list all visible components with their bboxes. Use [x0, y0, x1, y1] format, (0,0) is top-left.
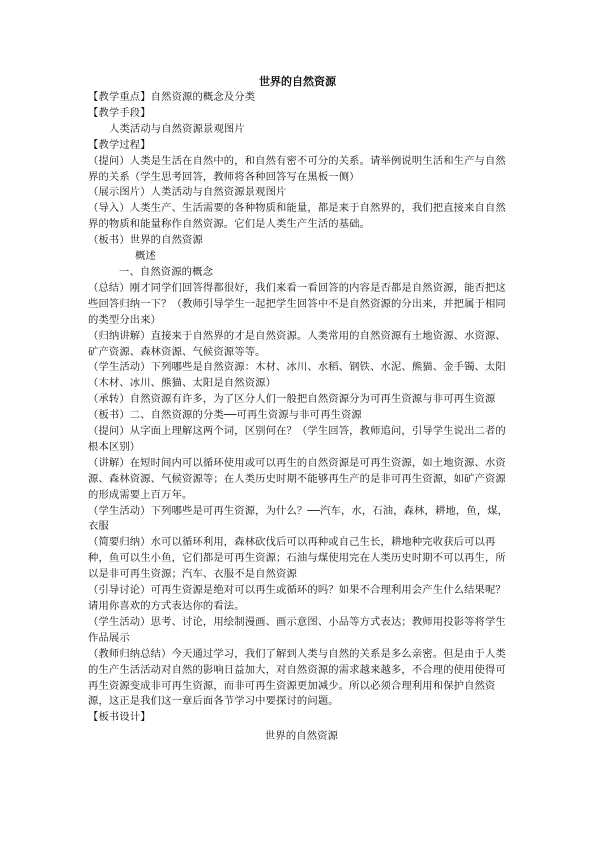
paragraph-student-activity-2: （学生活动）下列哪些是可再生资源，为什么？──汽车，水，石油，森林，耕地，鱼，煤，衣服: [88, 504, 509, 533]
subheading-overview: 概述: [135, 250, 156, 263]
paragraph-induction: （归纳讲解）直接来于自然界的才是自然资源。人类常用的自然资源有土地资源、水资源、 矿产资源、森林资源、气候资源等等。: [88, 329, 522, 358]
paragraph-teacher-conclusion: （教师归纳总结）今天通过学习，我们了解到人类与自然的关系是多么亲密。但是由于人类的生产生活活动对自然的影响日益加大，对自然资源的需求越来越多，不合理的使用使得可再生资源变成非可再生资源，而非可再生资源更加减少。所以必须合理利用和保护自然资源，这正是我们这一章后面各节学习中要探讨的问题。: [88, 647, 506, 708]
paragraph-question: （提问）人类是生活在自然中的，和自然有密不可分的关系。请举例说明生活和生产与自然界的关系（学生思考回答，教师将各种回答写在黑板一侧）: [88, 154, 506, 183]
paragraph-student-activity-1: （学生活动）下列哪些是自然资源：木材、冰川、水稻、钢铁、水泥、熊猫、金手镯、太阳（木材、冰川、熊猫、太阳是自然资源）: [88, 361, 506, 390]
paragraph-summary: （总结）刚才同学们回答得都很好，我们来看一看回答的内容是否都是自然资源，能否把这些回答归纳一下？（教师引导学生一起把学生回答中不是自然资源的分出来，并把属于相同的类型分出来）: [88, 281, 506, 326]
section-heading-board-design: 【板书设计】: [88, 711, 151, 724]
subheading-concept: 一、自然资源的概念: [119, 265, 214, 278]
paragraph-board-writing: （板书）世界的自然资源: [88, 234, 203, 247]
paragraph-guided-discussion: （引导讨论）可再生资源是绝对可以再生或循环的吗？如果不合理利用会产生什么结果呢？请用你喜欢的方式表达你的看法。: [88, 584, 506, 612]
paragraph-board-classification: （板书）二、自然资源的分类──可再生资源与非可再生资源: [88, 409, 362, 422]
teaching-means-text: 人类活动与自然资源景观图片: [109, 122, 245, 135]
paragraph-question-2: （提问）从字面上理解这两个词，区别何在？（学生回答，教师追问，引导学生说出二者的根本区别）: [88, 425, 506, 453]
section-heading-key-points: 【教学重点】自然资源的概念及分类: [88, 91, 256, 103]
paragraph-transition: （承转）自然资源有许多，为了区分人们一般把自然资源分为可再生资源与非可再生资源: [88, 393, 496, 406]
paragraph-show-pictures: （展示图片）人类活动与自然资源景观图片: [88, 186, 287, 199]
paragraph-student-activity-3: （学生活动）思考、讨论，用绘制漫画、画示意图、小品等方式表达；教师用投影等将学生作品展示: [88, 615, 506, 644]
section-heading-teaching-means: 【教学手段】: [88, 106, 151, 119]
paragraph-brief-summary: （简要归纳）水可以循环利用，森林砍伐后可以再种或自己生长，耕地种完收获后可以再种，鱼可以生小鱼，它们都是可再生资源；石油与煤使用完在人类历史时期不可以再生，所以是非可再生资源；汽车、衣服不是自然资源: [88, 536, 506, 581]
paragraph-explanation: （讲解）在短时间内可以循环使用或可以再生的自然资源是可再生资源，如土地资源、水资源、森林资源、气候资源等；在人类历史时期不能够再生产的是非可再生资源，如矿产资源的形成需要上百万年。: [88, 456, 506, 501]
paragraph-introduction: （导入）人类生产、生活需要的各种物质和能量，都是来于自然界的，我们把直接来自自然界的物质和能量称作自然资源。它们是人类生产生活的基础。: [88, 202, 506, 231]
section-heading-teaching-process: 【教学过程】: [88, 138, 151, 151]
document-title: 世界的自然资源: [259, 75, 336, 88]
document-body: [88, 90, 522, 745]
board-design-title: 世界的自然资源: [264, 730, 339, 743]
